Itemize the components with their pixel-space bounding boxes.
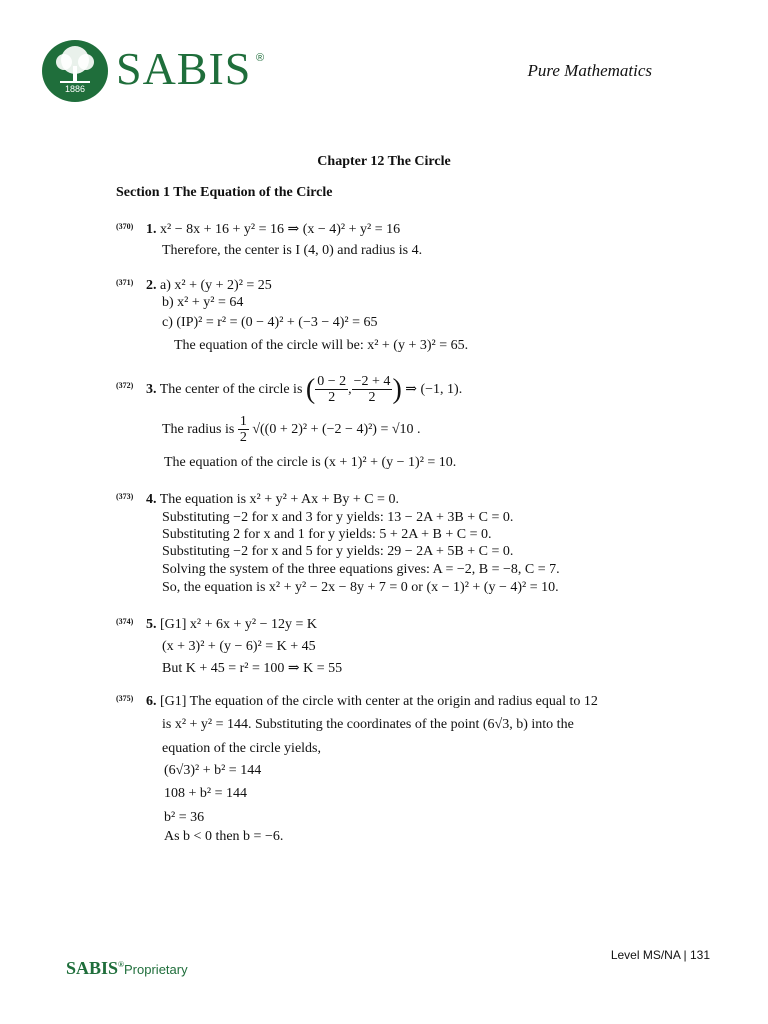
footer-reg: ® [118, 960, 125, 969]
text: The equation is x² + y² + Ax + By + C = 0. [159, 492, 399, 507]
sabis-logo-emblem [42, 40, 108, 102]
problem-line: c) (IP)² = r² = (0 − 4)² + (−3 − 4)² = 65 [162, 315, 378, 330]
registered-mark: ® [256, 52, 265, 64]
footer-logo [66, 958, 188, 979]
problem-line: So, the equation is x² + y² − 2x − 8y + 7 = 0 or (x − 1)² + (y − 4)² = 10. [162, 580, 559, 595]
problem-line: As b < 0 then b = −6. [164, 829, 284, 844]
footer-brand: SABIS [66, 958, 119, 978]
problem-line [146, 693, 598, 711]
problem-line: 108 + b² = 144 [164, 786, 247, 801]
numerator: 0 − 2 [317, 374, 347, 390]
problem-line: b² = 36 [164, 810, 205, 825]
footer-proprietary: Proprietary [124, 962, 188, 977]
problem-line: Substituting −2 for x and 3 for y yields: 13 − 2A + 3B + C = 0. [162, 510, 514, 525]
denominator: 2 [239, 430, 247, 446]
chapter-title: Chapter 12 The Circle [317, 154, 451, 169]
problem-line: Therefore, the center is I (4, 0) and radius is 4. [162, 243, 423, 258]
problem-line [146, 277, 272, 295]
problem-line: The equation of the circle will be: x² + (y + 3)² = 65. [174, 338, 469, 353]
numerator: −2 + 4 [353, 374, 391, 390]
fraction [315, 374, 348, 405]
problem-number: 2. [146, 278, 157, 293]
paren-open: ( [305, 373, 316, 405]
text: The radius is [162, 422, 235, 437]
denominator: 2 [328, 390, 336, 406]
brand-name: SABIS [116, 43, 252, 94]
problem-ref: (371) [116, 278, 134, 287]
denominator: 2 [368, 390, 376, 406]
text: The center of the circle is [159, 382, 303, 397]
radical-expression: √((0 + 2)² + (−2 − 4)²) = √10 . [252, 422, 421, 437]
problem-ref: (374) [116, 617, 134, 626]
problem-number: 5. [146, 617, 157, 632]
problem-line: 3. The center of the circle is ( $\frac{0 - 2}{2}$ , $\frac{-2 + 4}{2}$ ) ⇒ (−1, 1). [146, 373, 463, 406]
paren-close: ) [392, 373, 402, 405]
fraction [238, 414, 249, 445]
page-footer-level: Level MS/NA | 131 [610, 948, 710, 962]
equation: x² − 8x + 16 + y² = 16 ⇒ (x − 4)² + y² = 16 [160, 222, 401, 237]
problem-number: 3. [146, 382, 157, 397]
problem-ref: (373) [116, 492, 134, 501]
numerator: 1 [239, 414, 247, 430]
problem-number: 1. [146, 222, 157, 237]
problem-line [162, 412, 421, 448]
problem-line: (x + 3)² + (y − 6)² = K + 45 [162, 639, 316, 654]
problem-line: Substituting −2 for x and 5 for y yields: 29 − 2A + 5B + C = 0. [162, 544, 514, 559]
problem-number: 6. [146, 694, 157, 709]
problem-number: 4. [146, 492, 157, 507]
section-title: Section 1 The Equation of the Circle [116, 185, 333, 200]
problem-ref: (372) [116, 381, 134, 390]
equation: [G1] x² + 6x + y² − 12y = K [160, 617, 318, 632]
problem-line [146, 221, 400, 239]
problem-line [146, 491, 399, 509]
logo-year: 1886 [64, 84, 86, 94]
problem-line: But K + 45 = r² = 100 ⇒ K = 55 [162, 661, 343, 676]
problem-line: equation of the circle yields, [162, 741, 321, 756]
result: ⇒ (−1, 1). [405, 382, 463, 397]
text: [G1] The equation of the circle with center at the origin and radius equal to 12 [160, 694, 598, 709]
problem-line: is x² + y² = 144. Substituting the coordinates of the point (6√3, b) into the [162, 717, 574, 732]
problem-ref: (375) [116, 694, 134, 703]
problem-line: b) x² + y² = 64 [162, 295, 244, 310]
problem-ref: (370) [116, 222, 134, 231]
problem-line: (6√3)² + b² = 144 [164, 763, 262, 778]
fraction [352, 374, 393, 405]
subject-title: Pure Mathematics [527, 61, 652, 80]
problem-line: The equation of the circle is (x + 1)² + (y − 1)² = 10. [164, 455, 457, 470]
problem-line: Substituting 2 for x and 1 for y yields: 5 + 2A + B + C = 0. [162, 527, 492, 542]
tree-icon [42, 42, 108, 86]
problem-line: Solving the system of the three equations gives: A = −2, B = −8, C = 7. [162, 562, 560, 577]
problem-line [146, 616, 317, 634]
equation: a) x² + (y + 2)² = 25 [160, 278, 272, 293]
